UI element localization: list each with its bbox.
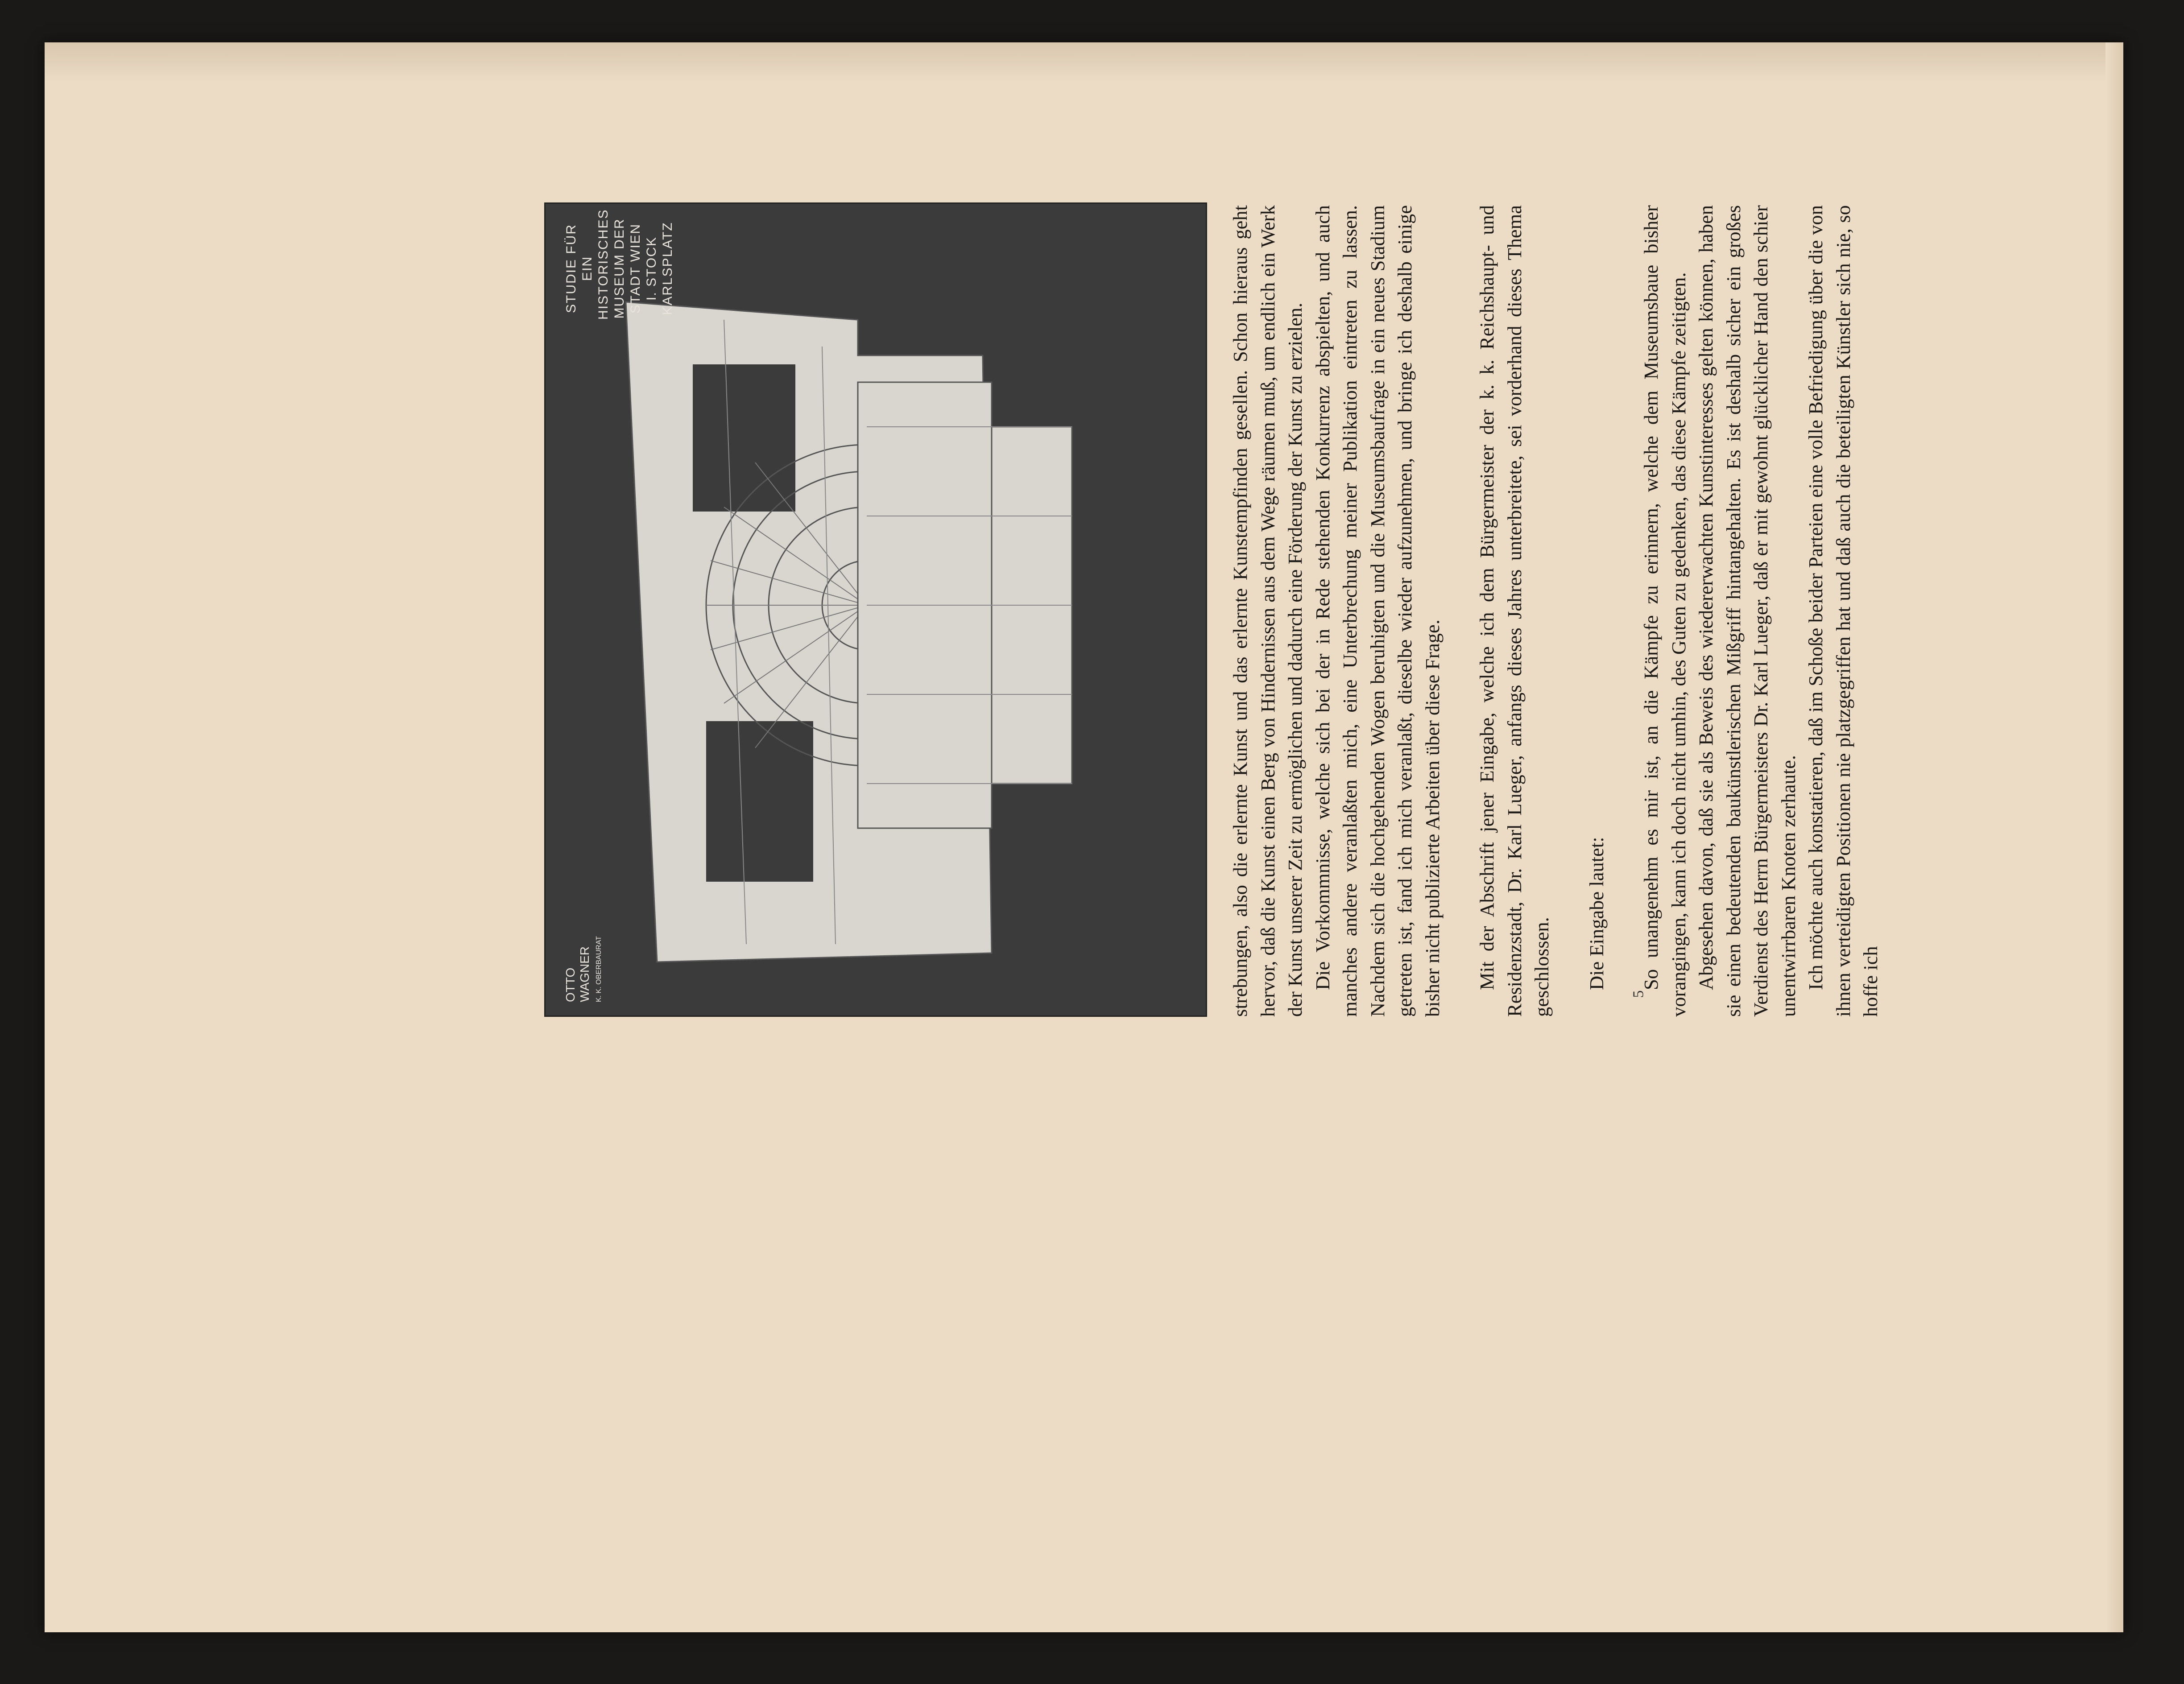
signature-name: OTTO WAGNER [563,946,592,1002]
top-fold [45,42,2123,83]
plan-title-line: MUSEUM DER STADT WIEN [612,218,643,319]
paragraph: Ich möchte auch konstatieren, daß im Schoße beider Parteien eine volle Befriedigung über die von ihnen verteidigten Positionen nie platzgegriffen hat und daß auch die beteiligten Künstler sich nie, so hoffe ich [1804,205,1882,1017]
paragraph: strebungen, also die erlernte Kunst und das erlernte Kunstempfinden gesellen. Schon hieraus geht hervor, daß die Kunst einen Berg von Hindernissen aus dem Wege räumen muß, um endlich ein Werk der Kunst unserer Zeit zu ermöglichen und dadurch eine Förderung der Kunst zu erzielen. [1229,205,1306,1017]
plan-title [563,209,676,320]
floor-plan-illustration [544,202,1207,1017]
paragraph: So unangenehm es mir ist, an die Kämpfe zu erinnern, welche dem Museumsbaue bisher vorangingen, kann ich doch nicht umhin, des Guten zu gedenken, das diese Kämpfe zeitigten. [1640,205,1690,1017]
body-text [1227,205,1885,1017]
page-number: 5 [1630,990,1647,998]
paragraph: Mit der Abschrift jener Eingabe, welche ich dem Bürgermeister der k. k. Reichshaupt- und Residenzstadt, Dr. Karl Lueger, anfangs dieses Jahres unterbreitete, sei vorderhand dieses Thema geschlossen. [1476,205,1553,1017]
paragraph: Die Eingabe lautet: [1585,837,1608,990]
paragraph: Abgesehen davon, daß sie als Beweis des wiedererwachten Kunstinteresses gelten können, haben sie einen bedeutenden baukünstlerischen Mißgriff hintangehalten. Es ist deshalb sicher ein großes Verdienst des Herrn Bürgermeisters Dr. Karl Lueger, daß er mit gewohnt glücklicher Hand den schier unentwirrbaren Knoten zerhaute. [1695,205,1799,1017]
floor-plan-drawing [546,204,1206,1015]
plan-signature [563,913,606,1002]
signature-title: K. K. OBERBAURAT [595,936,603,1002]
paragraph: Die Vorkommnisse, welche sich bei der in Rede stehenden Konkurrenz abspielten, und auch manches andere veranlaßten mich, eine Unterbrechung meiner Publikation eintreten zu lassen. Nachdem sich die hochgehenden Wogen beruhigten und die Museumsbaufrage in ein neues Stadium getreten ist, fand ich mich veranlaßt, dieselbe wieder aufzunehmen, und bringe ich deshalb einige bisher nicht publizierte Arbeiten über diese Frage. [1311,205,1444,1017]
right-edge [2105,42,2123,1632]
rotated-page-content [544,205,1882,1017]
plan-title-line: I. STOCK KARLSPLATZ [644,222,675,315]
plan-title-line: STUDIE FÜR EIN HISTORISCHES [564,209,611,320]
